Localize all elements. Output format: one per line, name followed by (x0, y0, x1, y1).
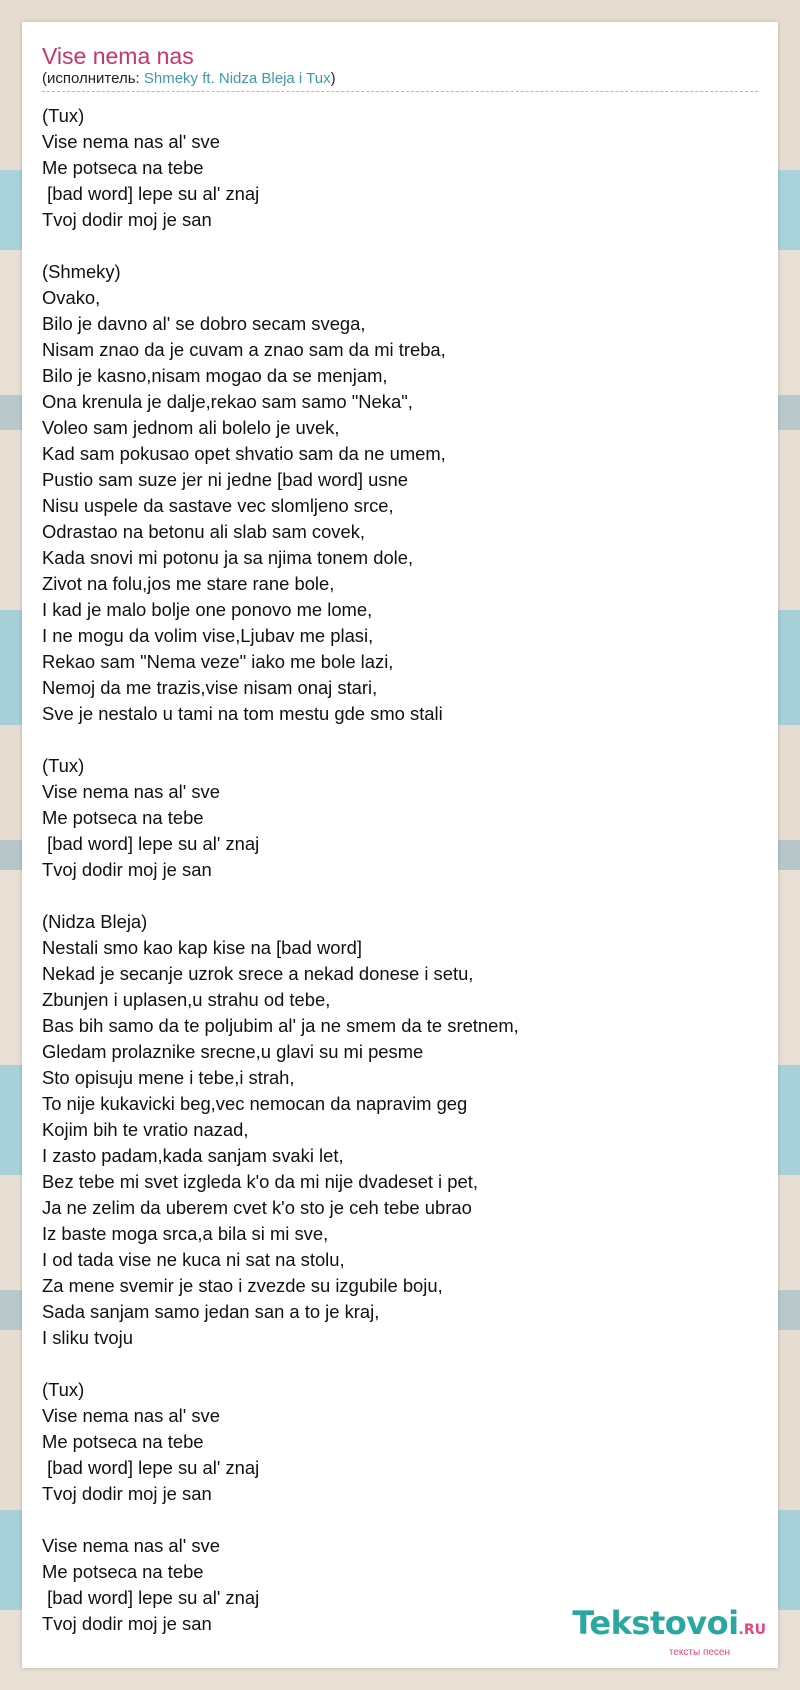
logo-name: Tekstovoi (572, 1604, 739, 1642)
lyric-line: (Tux) (42, 105, 85, 126)
lyric-line: I od tada vise ne kuca ni sat na stolu, (42, 1249, 345, 1270)
lyric-line: Zivot na folu,jos me stare rane bole, (42, 573, 335, 594)
song-title: Vise nema nas (42, 43, 194, 69)
lyric-line: Za mene svemir je stao i zvezde su izgubile boju, (42, 1275, 443, 1296)
lyric-line: Sto opisuju mene i tebe,i strah, (42, 1067, 295, 1088)
lyric-line: Sve je nestalo u tami na tom mestu gde smo stali (42, 703, 443, 724)
lyric-line: Bas bih samo da te poljubim al' ja ne smem da te sretnem, (42, 1015, 519, 1036)
stanza-gap (42, 727, 758, 753)
lyric-line: Tvoj dodir moj je san (42, 209, 212, 230)
lyric-line: Bilo je davno al' se dobro secam svega, (42, 313, 366, 334)
lyric-line: Bez tebe mi svet izgleda k'o da mi nije dvadeset i pet, (42, 1171, 478, 1192)
lyric-line: Odrastao na betonu ali slab sam covek, (42, 521, 366, 542)
lyric-line: (Shmeky) (42, 261, 121, 282)
stanza-gap (42, 883, 758, 909)
lyric-line: Ja ne zelim da uberem cvet k'o sto je ceh tebe ubrao (42, 1197, 472, 1218)
artist-suffix: ) (330, 70, 336, 87)
lyric-line: I zasto padam,kada sanjam svaki let, (42, 1145, 344, 1166)
lyric-line: [bad word] lepe su al' znaj (42, 1457, 260, 1478)
stanza-gap (42, 1507, 758, 1533)
lyrics-card (22, 22, 778, 1668)
lyric-line: Tvoj dodir moj je san (42, 1613, 212, 1634)
lyric-line: [bad word] lepe su al' znaj (42, 1587, 260, 1608)
lyric-line: [bad word] lepe su al' znaj (42, 183, 260, 204)
lyric-line: Gledam prolaznike srecne,u glavi su mi pesme (42, 1041, 424, 1062)
lyric-line: Nisu uspele da sastave vec slomljeno srce, (42, 495, 394, 516)
logo-wordmark (572, 1606, 766, 1647)
lyric-line: I sliku tvoju (42, 1327, 133, 1348)
lyric-line: (Tux) (42, 1379, 85, 1400)
lyric-line: Nisam znao da je cuvam a znao sam da mi treba, (42, 339, 446, 360)
logo-tagline: тексты песен (668, 1647, 730, 1658)
lyric-line: Tvoj dodir moj je san (42, 1483, 212, 1504)
lyric-line: (Nidza Bleja) (42, 911, 148, 932)
lyric-line: To nije kukavicki beg,vec nemocan da napravim geg (42, 1093, 468, 1114)
lyric-line: Pustio sam suze jer ni jedne [bad word] usne (42, 469, 408, 490)
lyric-line: Nemoj da me trazis,vise nisam onaj stari, (42, 677, 378, 698)
stanza-gap (42, 233, 758, 259)
site-logo[interactable] (572, 1606, 766, 1658)
lyric-line: Vise nema nas al' sve (42, 1405, 220, 1426)
lyric-line: Rekao sam "Nema veze" iako me bole lazi, (42, 651, 394, 672)
lyric-line: Zbunjen i uplasen,u strahu od tebe, (42, 989, 331, 1010)
lyric-line: Vise nema nas al' sve (42, 131, 220, 152)
lyric-line: Nestali smo kao kap kise na [bad word] (42, 937, 362, 958)
lyric-line: Me potseca na tebe (42, 1561, 204, 1582)
stanza-gap (42, 1351, 758, 1377)
lyric-line: Bilo je kasno,nisam mogao da se menjam, (42, 365, 388, 386)
lyric-line: Vise nema nas al' sve (42, 1535, 220, 1556)
lyric-line: [bad word] lepe su al' znaj (42, 833, 260, 854)
lyric-line: Kada snovi mi potonu ja sa njima tonem dole, (42, 547, 414, 568)
lyric-line: I kad je malo bolje one ponovo me lome, (42, 599, 373, 620)
lyric-line: Kad sam pokusao opet shvatio sam da ne umem, (42, 443, 446, 464)
artist-link[interactable]: Shmeky ft. Nidza Bleja i Tux (143, 70, 331, 87)
lyrics-text (42, 103, 758, 1637)
lyric-line: Sada sanjam samo jedan san a to je kraj, (42, 1301, 380, 1322)
song-header (42, 42, 758, 92)
lyric-line: Me potseca na tebe (42, 807, 204, 828)
artist-line (42, 70, 758, 88)
lyric-line: Iz baste moga srca,a bila si mi sve, (42, 1223, 329, 1244)
lyric-line: Ona krenula je dalje,rekao sam samo "Neka", (42, 391, 413, 412)
lyric-line: Vise nema nas al' sve (42, 781, 220, 802)
lyric-line: Ovako, (42, 287, 101, 308)
lyric-line: Nekad je secanje uzrok srece a nekad donese i setu, (42, 963, 474, 984)
artist-prefix: (исполнитель: (42, 70, 144, 87)
lyric-line: (Tux) (42, 755, 85, 776)
lyric-line: Me potseca na tebe (42, 157, 204, 178)
lyric-line: Tvoj dodir moj je san (42, 859, 212, 880)
lyric-line: Voleo sam jednom ali bolelo je uvek, (42, 417, 340, 438)
lyric-line: Me potseca na tebe (42, 1431, 204, 1452)
lyric-line: Kojim bih te vratio nazad, (42, 1119, 249, 1140)
lyric-line: I ne mogu da volim vise,Ljubav me plasi, (42, 625, 374, 646)
logo-tld: .RU (738, 1622, 766, 1638)
